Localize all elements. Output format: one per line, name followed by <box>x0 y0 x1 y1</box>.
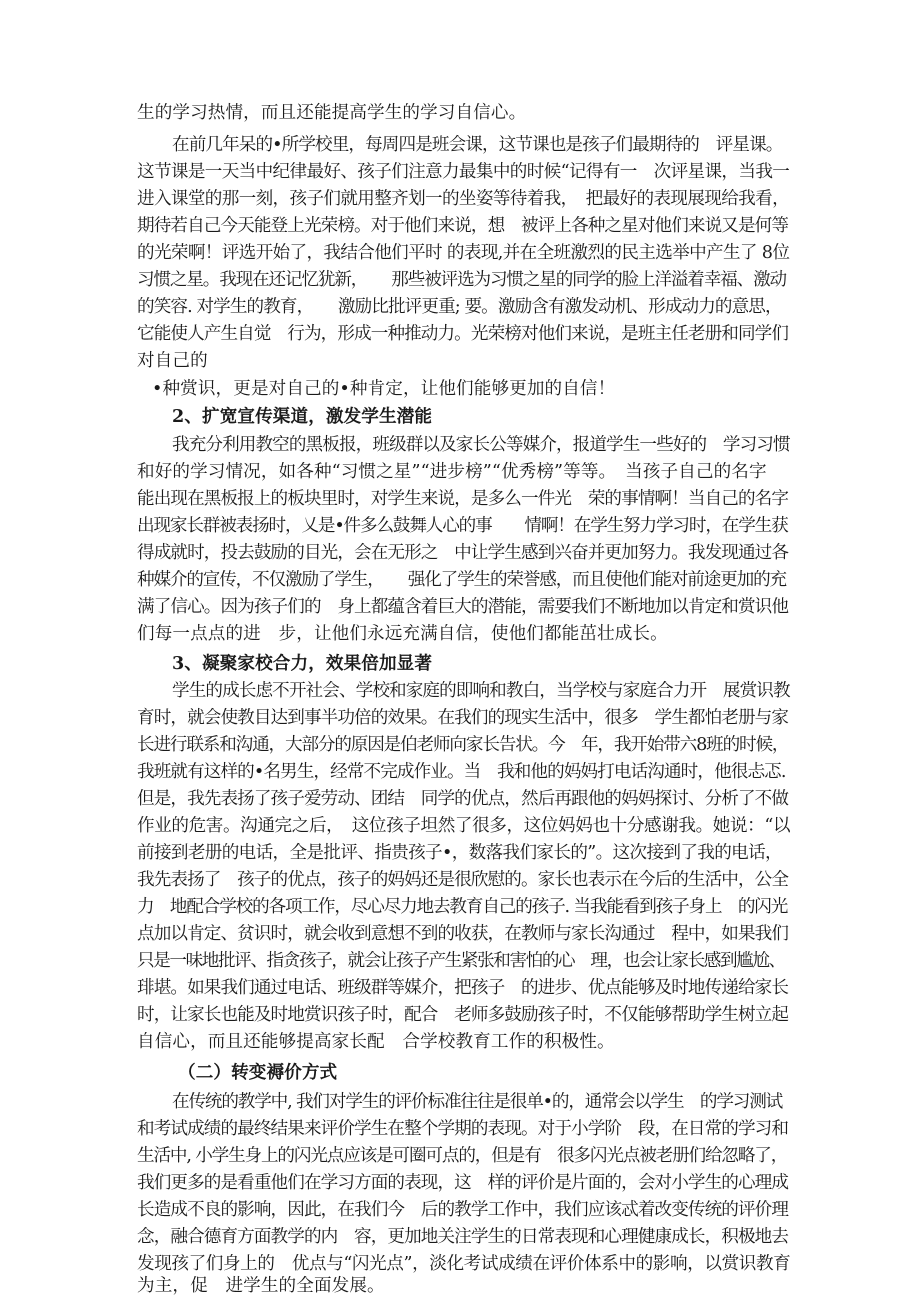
text-line: •种赏识，更是对自己的•种肯定，让他们能够更加的自信！ <box>152 379 616 399</box>
text-line: 力 地配合学校的各项工作，尽心尽力地去教育自己的孩子. 当我能看到孩子身上 的闪光 <box>137 897 788 917</box>
text-line: 念，融合德育方面教学的内 容，更加地关注学生的日常表现和心理健康成长，积极地去 <box>137 1227 789 1247</box>
text-line: 点加以肯定、贫识时，就会收到意想不到的收获，在教师与家长沟通过 程中，如果我们 <box>137 924 789 944</box>
text-line: 只是一味地批评、指贪孩子，就会让孩子产生紧张和害怕的心 理，也会让家长感到尴尬、 <box>137 951 785 971</box>
text-line: 我先表扬了 孩子的优点，孩子的妈妈还是很欣慰的。家长也表示在今后的生活中，公全 <box>137 870 789 890</box>
text-line: 时，让家长也能及时地赏识孩子时，配合 老师多鼓励孩子时，不仅能够帮助学生树立起 <box>137 1005 789 1025</box>
text-line: 习惯之星。我现在还记忆犹新， 那些被评选为习惯之星的同学的脸上洋溢着幸福、激动 <box>137 270 786 290</box>
text-line: 得成就时，投去鼓励的目光，会在无形之 中让学生感到兴奋并更加努力。我发现通过各 <box>137 543 789 563</box>
text-line: 为主，促 进学生的全面发展。 <box>137 1276 385 1296</box>
text-line: 作业的危害。沟通完之后， 这位孩子坦然了很多，这位妈妈也十分感谢我。她说：“以 <box>137 816 791 836</box>
text-line: 和考试成绩的最终结果来评价学生在整个学期的表现。对于小学阶 段，在日常的学习和 <box>137 1119 789 1139</box>
text-line: 在传统的教学中, 我们对学生的评价标准往往是很单•的，通常会以学生 的学习测试 <box>172 1092 783 1112</box>
section-heading: （二）转变褥价方式 <box>178 1062 338 1083</box>
text-line: 出现家长群被表扬时，乂是•件多么鼓舞人心的事 情啊！在学生努力学习时，在学生获 <box>137 516 788 536</box>
text-line: 琲堪。如果我们通过电话、班级群等媒介，把孩子 的进步、优点能够及时地传递给家长 <box>137 978 789 998</box>
section-heading: 3、凝聚家校合力，效果倍加显著 <box>172 653 433 674</box>
text-line: 种媒介的宣传，不仅激励了学生， 强化了学生的荣誉感，而且使他们能对前途更加的充 <box>137 570 786 590</box>
text-line: 这节课是一天当中纪律最好、孩子们注意力最集中的时候“记得有一 次评星课，当我一 <box>137 162 790 182</box>
text-line: 自信心，而且还能够提高家长配 合学校教育工作的积极性。 <box>137 1032 615 1052</box>
section-heading: 2、扩宽宣传渠道，激发学生潜能 <box>172 406 433 427</box>
text-line: 能出现在黑板报上的板块里时，对学生来说，是多么一件光 荣的事情啊！当自己的名字 <box>137 489 789 509</box>
text-line: 但是，我先表扬了孩子爱劳动、团结 同学的优点，然后再跟他的妈妈探讨、分析了不做 <box>137 789 789 809</box>
text-line: 满了信心。因为孩子们的 身上都蕴含着巨大的潜能，需要我们不断地加以肯定和赏识他 <box>137 597 789 617</box>
text-line: 长造成不良的影响，因此，在我们今 后的教学工作中，我们应该忒着改变传统的评价理 <box>137 1200 789 1220</box>
text-line: 对自己的 <box>137 351 208 371</box>
text-line: 生的学习热情，而且还能提高学生的学习自信心。 <box>137 103 527 123</box>
text-line: 我充分利用教空的黑板报，班级群以及家长公等媒介，报道学生一些好的 学习习惯 <box>172 435 790 455</box>
text-line: 学生的成长虑不开社会、学校和家庭的即响和教白，当学校与家庭合力开 展赏识教 <box>172 681 790 701</box>
text-line: 和好的学习情况，如各种“习惯之星”“进步榜”“优秀榜”等等。 当孩子自己的名字 <box>137 462 767 482</box>
text-line: 我们更多的是看重他们在学习方面的表现，这 样的评价是片面的，会对小学生的心理成 <box>137 1173 789 1193</box>
text-line: 它能使人产生自觉 行为，形成一种推动力。光荣榜对他们来说，是班主任老册和同学们 <box>137 324 789 344</box>
text-line: 的光荣啊！评选开始了，我结合他们平时 的表现,并在全班激烈的民主选举中产生了 8位 <box>137 243 790 263</box>
text-line: 发现孩了们身上的 优点与“闪光点”，淡化考试成绩在评价体系中的影响，以赏识教育 <box>137 1254 791 1274</box>
text-line: 我班就有这样的•名男生，经常不完成作业。当 我和他的妈妈打电话沟通时，他很忐忑. <box>137 762 786 782</box>
text-line: 生活中, 小学生身上的闪光点应该是可圈可点的，但是有 很多闪光点被老册们给忽略了， <box>137 1146 788 1166</box>
text-line: 在前几年呆的•所学校里，每周四是班会课，这节课也是孩子们最期待的 评星课。 <box>172 135 783 155</box>
text-line: 进入课堂的那一刻，孩子们就用整齐划一的坐姿等待着我， 把最好的表现展现给我看， <box>137 189 790 209</box>
text-line: 的笑容. 对学生的教育， 激励比批评更重; 要。激励含有激发动机、形成动力的意思， <box>137 297 782 317</box>
text-line: 育时，就会使教目达到事半功倍的效果。在我们的现实生活中，很多 学生都怕老册与家 <box>137 708 789 728</box>
text-line: 前接到老册的电话，全是批评、指贵孩子•，数落我们家长的”。这次接到了我的电话， <box>137 843 782 863</box>
text-line: 们每一点点的进 步，让他们永远充满自信，使他们都能茁壮成长。 <box>137 624 668 644</box>
text-line: 期待若自己今天能登上光荣榜。对于他们来说，想 被评上各种之星对他们来说又是何等 <box>137 216 789 236</box>
text-line: 长进行联系和沟通，大部分的原因是伯老师向家长告状。今 年，我开始带六8班的时候， <box>137 735 789 755</box>
